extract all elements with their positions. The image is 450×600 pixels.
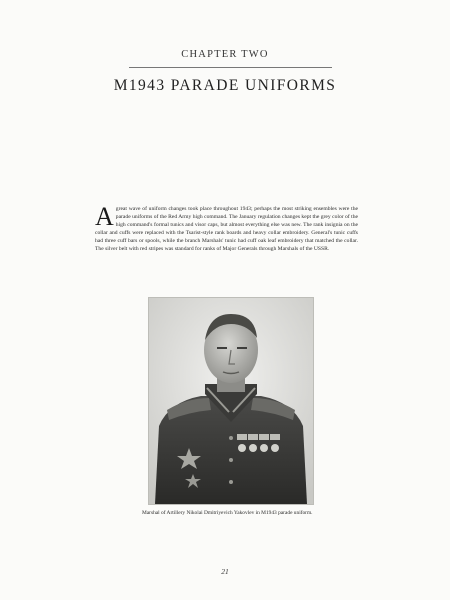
chapter-label: CHAPTER TWO bbox=[181, 49, 269, 60]
chapter-title: M1943 PARADE UNIFORMS bbox=[113, 77, 337, 94]
body-paragraph bbox=[95, 202, 358, 254]
drop-cap: A bbox=[95, 202, 114, 231]
figure-caption: Marshal of Artillery Nikolai Dmitriyevich Yakovlev in M1943 parade uniform. bbox=[142, 510, 313, 516]
title-divider bbox=[129, 67, 332, 68]
paragraph-text: great wave of uniform changes took place throughout 1943; perhaps the most striking ensembles were the parade uniforms of the Red Army high command. The January regulation changes kept the grey color of the high command's formal tunics and visor caps, but almost everything else was new. The rank insignia on the collar and cuffs were replaced with the Tsarist-style rank boards and heavy collar embroidery. General's tunic cuffs had three cuff bars or spools, while the branch Marshals' tunic had cuff oak leaf embroidery that matched the collar. The silver belt with red stripes was standard for ranks of Major Generals through Marshals of the USSR. bbox=[95, 206, 358, 253]
portrait-illustration bbox=[149, 298, 313, 504]
page-number: 21 bbox=[221, 567, 229, 576]
portrait-photo bbox=[148, 297, 314, 505]
